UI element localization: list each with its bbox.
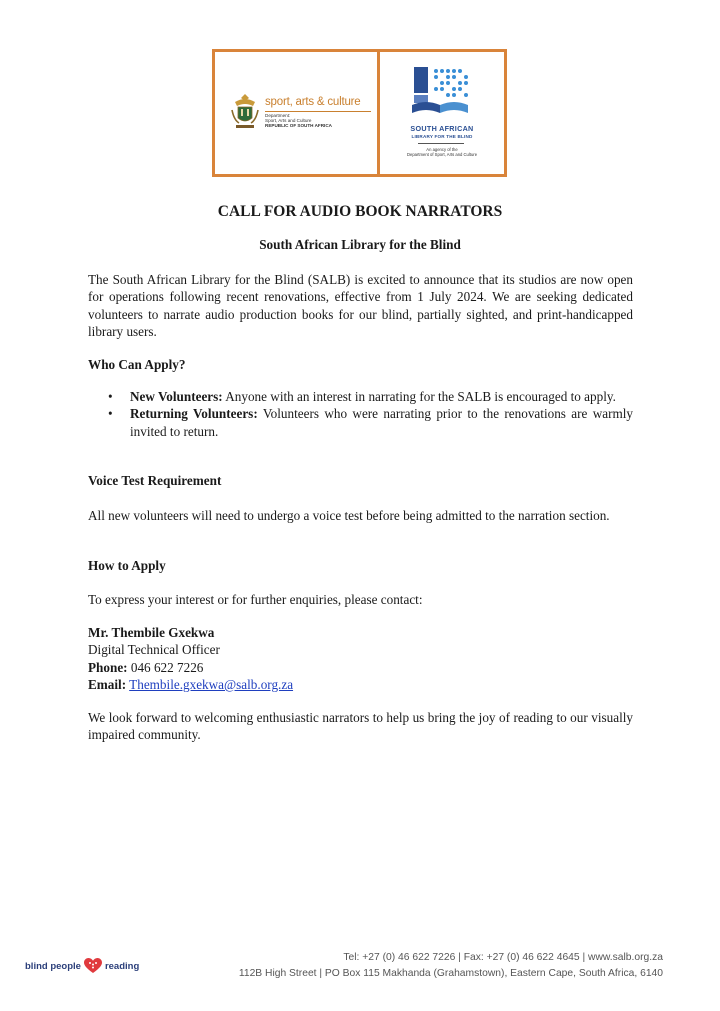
dept-line: Sport, Arts and Culture bbox=[265, 118, 312, 124]
dept-lines bbox=[265, 113, 332, 129]
salb-logo bbox=[380, 52, 504, 174]
eligibility-list bbox=[88, 388, 633, 440]
salb-agency-line: Department of Sport, Arts and Culture bbox=[406, 152, 478, 157]
email-label: Email: bbox=[88, 676, 127, 692]
salb-rule bbox=[418, 143, 464, 144]
voice-test-heading: Voice Test Requirement bbox=[88, 473, 222, 488]
dept-line: Department: bbox=[265, 113, 291, 118]
contact-phone bbox=[88, 659, 293, 676]
bullet-text: Volunteers who were narrating prior to the renovations are warmly invited to return. bbox=[130, 406, 634, 439]
bullet-term: New Volunteers: bbox=[130, 389, 223, 404]
salb-agency-line: An agency of the bbox=[426, 147, 458, 152]
salb-subname: LIBRARY FOR THE BLIND bbox=[411, 134, 473, 139]
contact-email bbox=[88, 676, 293, 693]
email-link[interactable]: Thembile.gxekwa@salb.org.za bbox=[129, 676, 294, 692]
how-to-apply-heading: How to Apply bbox=[88, 558, 166, 573]
document-title: CALL FOR AUDIO BOOK NARRATORS bbox=[217, 203, 503, 220]
bullet-term: Returning Volunteers: bbox=[130, 406, 258, 422]
voice-test-paragraph: All new volunteers will need to undergo a voice test before being admitted to the narration section. bbox=[88, 508, 610, 523]
coat-of-arms-icon bbox=[229, 92, 261, 132]
dept-line: REPUBLIC OF SOUTH AFRICA bbox=[265, 123, 332, 129]
list-item bbox=[88, 388, 633, 405]
intro-paragraph: The South African Library for the Blind (SALB) is excited to announce that its studios are now open for operations following recent renovations, effective from 1 July 2024. We are seeking dedicated volunteers to narrate audio production books for our blind, partially sighted, and print-handicapped library users. bbox=[88, 272, 633, 339]
footer-contact bbox=[239, 950, 663, 982]
footer-line: 112B High Street | PO Box 115 Makhanda (Grahamstown), Eastern Cape, South Africa, 6140 bbox=[238, 968, 663, 979]
salb-braille-book-icon bbox=[410, 65, 474, 117]
bullet-text: Anyone with an interest in narrating for the SALB is encouraged to apply. bbox=[225, 389, 616, 404]
dsac-logo bbox=[215, 52, 380, 174]
document-subtitle: South African Library for the Blind bbox=[259, 237, 461, 252]
list-item bbox=[88, 405, 633, 440]
how-to-apply-paragraph: To express your interest or for further enquiries, please contact: bbox=[88, 592, 423, 607]
logo-banner bbox=[212, 49, 507, 177]
dept-rule bbox=[265, 111, 371, 112]
heart-icon bbox=[84, 958, 102, 974]
dept-name: sport, arts & culture bbox=[265, 96, 361, 108]
contact-name: Mr. Thembile Gxekwa bbox=[88, 625, 215, 640]
bullet-icon: • bbox=[108, 389, 113, 404]
brand-left-text: blind people bbox=[25, 960, 81, 972]
salb-name: SOUTH AFRICAN bbox=[410, 124, 474, 133]
phone-value: 046 622 7226 bbox=[130, 659, 204, 675]
contact-block bbox=[88, 624, 293, 693]
footer-line: Tel: +27 (0) 46 622 7226 | Fax: +27 (0) 46 622 4645 | www.salb.org.za bbox=[343, 952, 663, 963]
salb-agency bbox=[380, 147, 504, 157]
contact-role: Digital Technical Officer bbox=[88, 642, 220, 658]
footer-brand bbox=[25, 958, 139, 974]
who-can-apply-heading: Who Can Apply? bbox=[88, 357, 186, 372]
phone-label: Phone: bbox=[88, 659, 128, 675]
closing-paragraph: We look forward to welcoming enthusiastic narrators to help us bring the joy of reading to our visually impaired community. bbox=[88, 710, 633, 743]
brand-right-text: reading bbox=[104, 960, 140, 972]
bullet-icon: • bbox=[108, 406, 113, 422]
